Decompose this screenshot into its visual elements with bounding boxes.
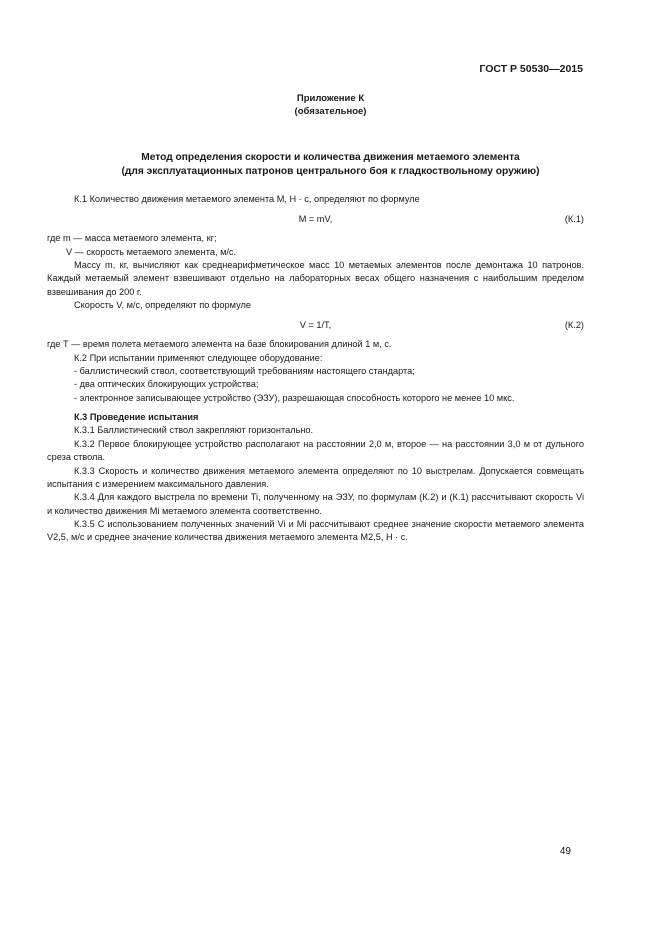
annex-status: (обязательное) [294,105,367,117]
formula-k1-number: (К.1) [564,214,584,225]
title-line-1: Метод определения скорости и количества движения метаемого элемента [141,152,520,163]
where-v: V — скорость метаемого элемента, м/с. [66,246,237,257]
section-title [0,151,661,180]
formula-k1-expression: М = mV, [298,214,333,225]
where-t: где Т — время полета метаемого элемента на базе блокирования длиной 1 м, с. [47,339,392,350]
page-number: 49 [559,846,571,857]
formula-k2 [47,315,584,337]
equipment-item: - электронное записывающее устройство (ЭЗУ), разрешающая способность которого не менее 10 мкс. [74,392,515,403]
equipment-item: - два оптических блокирующих устройства; [74,379,259,390]
annex-label: Приложение К [296,93,365,104]
k3-4-paragraph: К.3.4 Для каждого выстрела по времени Ti, полученному на ЭЗУ, по формулам (К.2) и (К.1) рассчитывают скорость Vi и количество движения Mi метаемого элемента соответственно. [47,492,584,516]
speed-intro: Скорость V, м/с, определяют по формуле [74,300,251,311]
annex-heading [0,93,661,119]
formula-k2-expression: V = 1/T, [299,320,332,331]
where-m: где m — масса метаемого элемента, кг; [47,233,217,244]
k3-2-paragraph: К.3.2 Первое блокирующее устройство располагают на расстоянии 2,0 м, второе — на расстоянии 3,0 м от дульного среза ствола. [47,438,584,463]
document-body [47,193,584,545]
k3-3-paragraph: К.3.3 Скорость и количество движения метаемого элемента определяют по 10 выстрелам. Допускается совмещать испытания с измерением максимального давления. [47,465,584,489]
k2-intro: К.2 При испытании применяют следующее оборудование: [74,352,323,363]
mass-paragraph: Массу m, кг, вычисляют как среднеарифметическое масс 10 метаемых элементов после демонтажа 10 патронов. Каждый метаемый элемент взвешивают отдельно на лабораторных весах общего назначения с наибольшим пределом взвешивания до 200 г. [47,260,584,297]
standard-id: ГОСТ Р 50530—2015 [479,63,583,75]
equipment-item: - баллистический ствол, соответствующий требованиям настоящего стандарта; [74,366,415,377]
formula-k2-number: (К.2) [564,320,584,331]
k3-1-paragraph: К.3.1 Баллистический ствол закрепляют горизонтально. [74,425,314,436]
k3-heading: К.3 Проведение испытания [74,412,199,423]
formula-k1 [47,209,584,231]
k1-paragraph: К.1 Количество движения метаемого элемента М, Н · с, определяют по формуле [74,194,420,204]
title-line-2: (для эксплуатационных патронов центрального боя к гладкоствольному оружию) [121,166,540,178]
k3-5-paragraph: К.3.5 С использованием полученных значений Vi и Mi рассчитывают среднее значение скорости метаемого элемента V2,5, м/с и среднее значение количества движения метаемого элемента М2,5, Н · с. [47,518,584,543]
